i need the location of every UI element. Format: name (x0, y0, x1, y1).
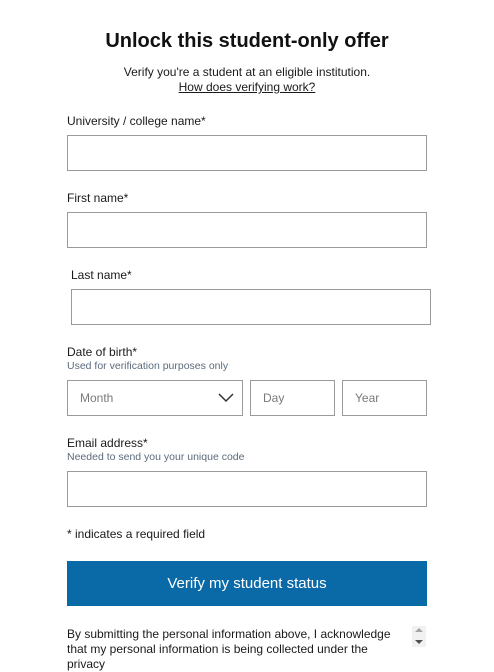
scroll-up-icon[interactable] (415, 628, 423, 632)
how-verifying-works-link[interactable]: How does verifying work? (178, 80, 316, 94)
first-name-label: First name* (67, 191, 129, 205)
last-name-input[interactable] (71, 289, 431, 325)
verify-student-status-button[interactable]: Verify my student status (67, 561, 427, 606)
email-label: Email address* (67, 436, 148, 450)
consent-scrollbar[interactable] (412, 626, 426, 647)
university-input[interactable] (67, 135, 427, 171)
consent-text: By submitting the personal information above, I acknowledge that my personal information is being collected under the privacy (67, 627, 391, 671)
chevron-down-icon (218, 390, 234, 406)
email-hint: Needed to send you your unique code (67, 451, 245, 463)
first-name-input[interactable] (67, 212, 427, 248)
required-field-note: * indicates a required field (67, 527, 206, 541)
consent-text-box[interactable] (67, 625, 407, 671)
day-input[interactable] (250, 380, 335, 416)
dob-label: Date of birth* (67, 345, 138, 359)
page-title: Unlock this student-only offer (105, 30, 389, 52)
month-select-value: Month (80, 391, 114, 405)
scroll-down-icon[interactable] (415, 640, 423, 644)
year-input[interactable] (342, 380, 427, 416)
email-input[interactable] (67, 471, 427, 507)
page-subtitle: Verify you're a student at an eligible institution. (123, 65, 371, 79)
help-link-container (0, 80, 494, 95)
university-label: University / college name* (67, 114, 206, 128)
last-name-label: Last name* (71, 268, 132, 282)
month-select[interactable] (67, 380, 243, 416)
dob-hint: Used for verification purposes only (67, 360, 229, 372)
